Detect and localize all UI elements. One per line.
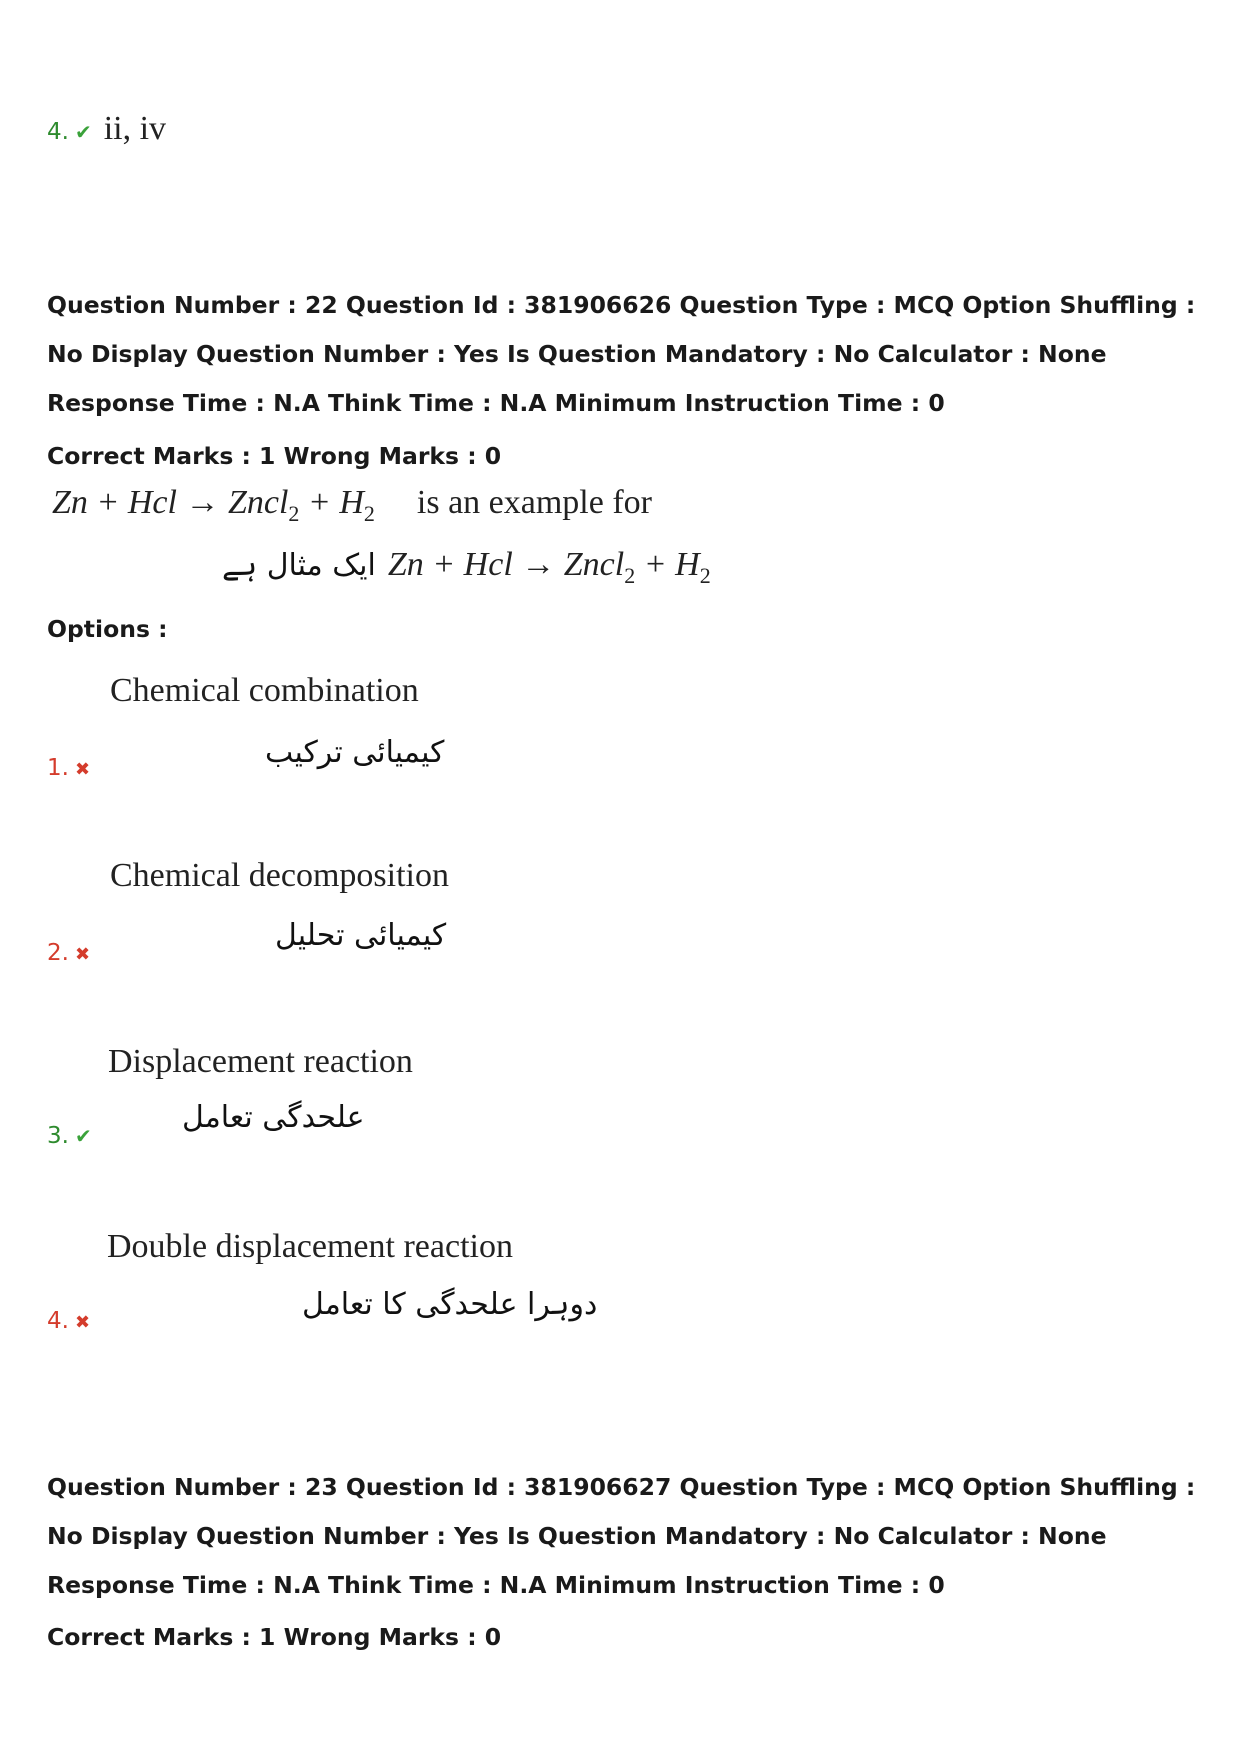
option-number: 4. [47,1308,69,1334]
option-number: 1. [47,755,69,781]
options-label: Options : [47,615,168,643]
option-4-text-en: Double displacement reaction [107,1228,513,1265]
option-1-text-ur: کیمیائی ترکیب [265,735,445,770]
option-number: 2. [47,940,69,966]
cross-icon: ✖ [74,759,91,780]
option-2-marker [47,940,90,966]
option-3-text-ur: علحدگی تعامل [182,1100,365,1135]
question-marks: Correct Marks : 1 Wrong Marks : 0 [47,1623,502,1651]
option-1-marker [47,755,90,781]
question-equation: Zn + Hcl → Zncl$_2$ + $H_2$ [52,484,375,526]
cross-icon: ✖ [74,944,91,965]
question-meta: Question Number : 23 Question Id : 381906627 Question Type : MCQ Option Shuffling : No Display Question Number : Yes Is Question Mandatory : No Calculator : None Response Time : N.A Think Time : N.A Minimum Instruction Time : 0 [47,1473,1196,1599]
check-icon: ✔ [74,1124,92,1148]
option-3-marker [47,1123,92,1149]
question-marks: Correct Marks : 1 Wrong Marks : 0 [47,442,502,470]
check-icon: ✔ [74,120,92,144]
option-2-text-en: Chemical decomposition [110,857,449,894]
question-equation-ur: Zn + Hcl → Zncl$_2$ + $H_2$ [387,546,711,588]
question-phrase: is an example for [416,484,652,521]
question-text-en [52,484,652,527]
option-1-text-en: Chemical combination [110,672,419,709]
question-meta: Question Number : 22 Question Id : 381906626 Question Type : MCQ Option Shuffling : No Display Question Number : Yes Is Question Mandatory : No Calculator : None Response Time : N.A Think Time : N.A Minimum Instruction Time : 0 [47,291,1196,417]
option-3-text-en: Displacement reaction [108,1043,413,1080]
prev-option-4 [47,110,166,148]
option-number: 4. [47,119,69,145]
question-text-ur [222,546,711,589]
cross-icon: ✖ [74,1312,91,1333]
option-4-text-ur: دوہرا علحدگی کا تعامل [302,1287,598,1322]
option-number: 3. [47,1123,69,1149]
urdu-phrase: ایک مثال ہے [222,548,376,583]
option-4-marker [47,1308,90,1334]
option-text: ii, iv [103,110,167,147]
option-2-text-ur: کیمیائی تحلیل [275,918,447,953]
